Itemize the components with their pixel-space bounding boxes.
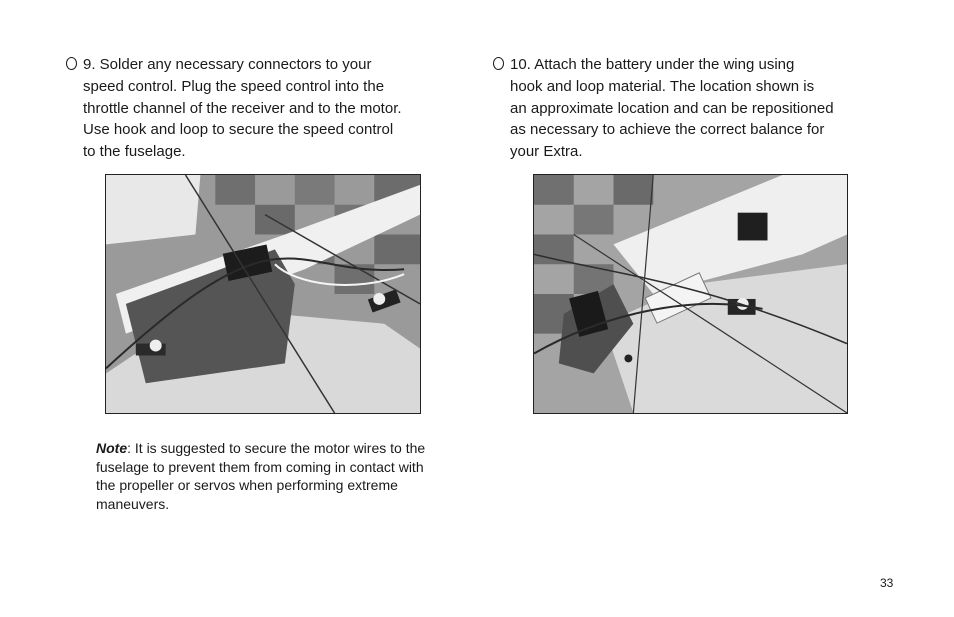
note-label: Note [96,440,128,456]
speed-control-photo-image [106,175,420,413]
step-9-checkbox-icon[interactable] [66,57,77,70]
step-10-first-line: 10. Attach the battery under the wing using [510,56,795,73]
step-10-photo [533,174,848,414]
step-9-line: speed control. Plug the speed control into the [83,77,385,95]
note-text: : It is suggested to secure the motor wires to the fuselage to prevent them from coming in contact with the propeller or servos when performing extreme maneuvers. [96,440,426,512]
step-10-line: your Extra. [510,143,583,161]
step-10-checkbox-icon[interactable] [493,57,504,70]
step-10-line: an approximate location and can be repositioned [510,99,834,117]
battery-placement-photo-image [534,175,847,413]
step-9-instruction [66,54,446,163]
step-10-instruction [493,54,893,163]
step-9-line: throttle channel of the receiver and to the motor. [83,99,402,117]
step-9-first-line: 9. Solder any necessary connectors to your [83,56,372,73]
page-number: 33 [880,576,894,590]
step-9-photo [105,174,421,414]
note-paragraph [96,439,426,513]
step-10-line: as necessary to achieve the correct balance for [510,121,825,139]
step-9-line: Use hook and loop to secure the speed control [83,121,394,139]
step-10-line: hook and loop material. The location shown is [510,77,815,95]
step-9-line: to the fuselage. [83,143,186,161]
